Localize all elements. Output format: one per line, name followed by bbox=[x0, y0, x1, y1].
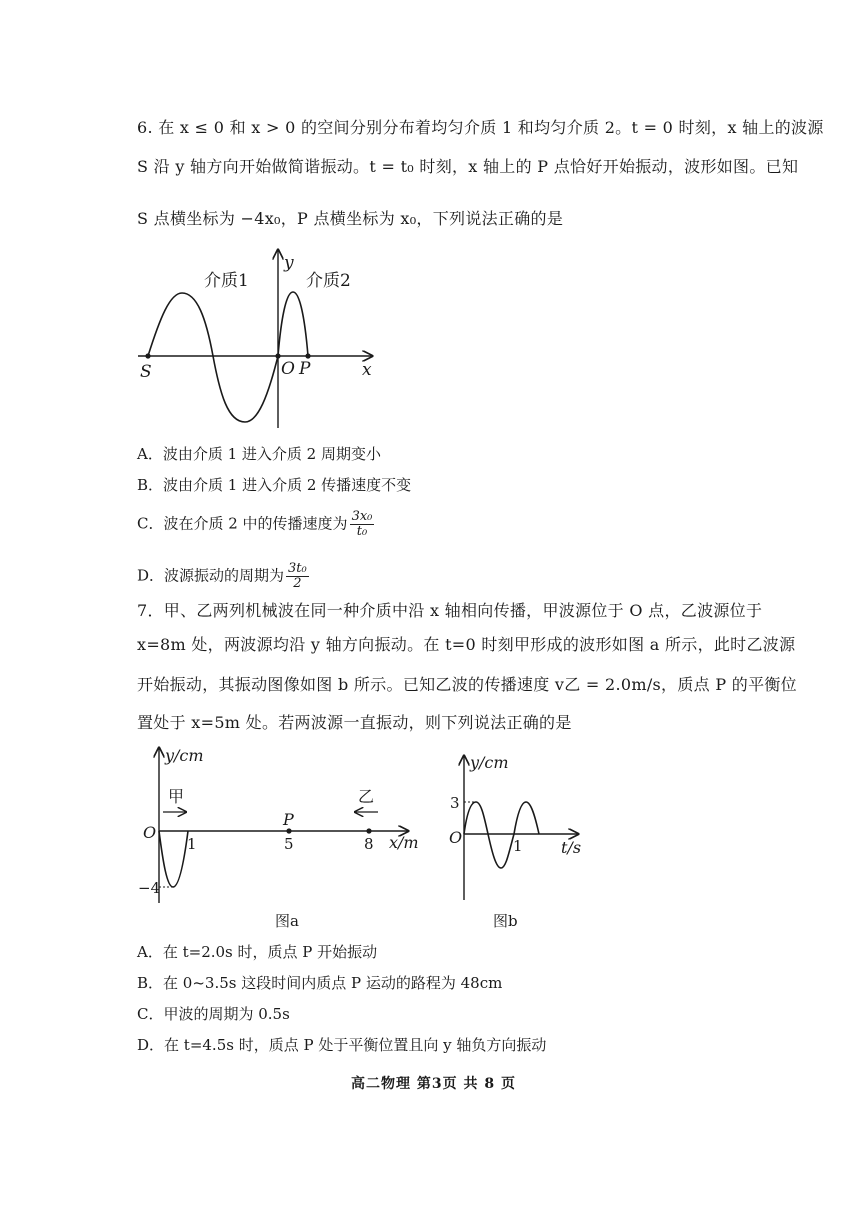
figa-tick-1: 1 bbox=[187, 835, 197, 853]
figb-x-label: t/s bbox=[561, 838, 582, 857]
q6-option-a: A．波由介质 1 进入介质 2 周期变小 bbox=[137, 445, 381, 463]
figb-origin: O bbox=[449, 828, 463, 847]
figa-yi-label: 乙 bbox=[358, 787, 375, 806]
figb-tick-3: 3 bbox=[450, 794, 460, 812]
figa-origin: O bbox=[143, 823, 157, 842]
q6-o-label: O bbox=[281, 359, 295, 379]
q6-x-label: x bbox=[362, 360, 372, 380]
q6-option-c-denominator: t₀ bbox=[356, 524, 368, 539]
q6-option-d-text: D．波源振动的周期为 bbox=[137, 566, 285, 585]
q7-line-3: 开始振动，其振动图像如图 b 所示。已知乙波的传播速度 v乙 = 2.0m/s，质点 P 的平衡位 bbox=[137, 675, 797, 694]
figa-p-label: P bbox=[283, 810, 294, 829]
figa-jia-label: 甲 bbox=[168, 787, 185, 806]
page-footer: 高二物理 第3页 共 8 页 bbox=[351, 1076, 516, 1092]
q6-option-c-numerator: 3x₀ bbox=[351, 509, 373, 524]
q7-option-c: C．甲波的周期为 0.5s bbox=[137, 1005, 290, 1023]
q7-option-a: A．在 t=2.0s 时，质点 P 开始振动 bbox=[137, 943, 378, 961]
figb-tick-1: 1 bbox=[513, 837, 523, 855]
q7-option-d: D．在 t=4.5s 时，质点 P 处于平衡位置且向 y 轴负方向振动 bbox=[137, 1036, 547, 1054]
q6-medium2-label: 介质2 bbox=[306, 271, 351, 291]
q6-option-c-text: C．波在介质 2 中的传播速度为 bbox=[137, 514, 348, 533]
figa-tick-neg4: −4 bbox=[138, 879, 161, 897]
figa-y-label: y/cm bbox=[165, 746, 204, 765]
q6-line-1: 6. 在 x ≤ 0 和 x > 0 的空间分别分布着均匀介质 1 和均匀介质 2。t = 0 时刻，x 轴上的波源 bbox=[137, 118, 824, 137]
figa-tick-5: 5 bbox=[284, 835, 294, 853]
figb-y-label: y/cm bbox=[470, 753, 509, 772]
figa-tick-8: 8 bbox=[364, 835, 374, 853]
q6-line-3: S 点横坐标为 −4x₀，P 点横坐标为 x₀，下列说法正确的是 bbox=[137, 209, 564, 228]
q7-line-4: 置处于 x=5m 处。若两波源一直振动，则下列说法正确的是 bbox=[137, 713, 572, 732]
figa-caption: 图a bbox=[275, 912, 299, 930]
q6-line-2: S 沿 y 轴方向开始做简谐振动。t = t₀ 时刻，x 轴上的 P 点恰好开始振动，波形如图。已知 bbox=[137, 157, 799, 176]
q6-medium1-label: 介质1 bbox=[204, 271, 249, 291]
q6-option-b: B．波由介质 1 进入介质 2 传播速度不变 bbox=[137, 476, 412, 494]
q6-y-label: y bbox=[284, 253, 294, 273]
q6-option-d-denominator: 2 bbox=[293, 576, 302, 591]
q6-p-label: P bbox=[299, 359, 311, 379]
q6-option-d-numerator: 3t₀ bbox=[288, 561, 307, 576]
q7-option-b: B．在 0~3.5s 这段时间内质点 P 运动的路程为 48cm bbox=[137, 974, 503, 992]
figa-x-label: x/m bbox=[389, 833, 419, 852]
figb-caption: 图b bbox=[493, 912, 518, 930]
q7-line-1: 7．甲、乙两列机械波在同一种介质中沿 x 轴相向传播，甲波源位于 O 点，乙波源位于 bbox=[137, 601, 763, 620]
q6-s-label: S bbox=[140, 362, 152, 382]
figb-wave bbox=[464, 802, 539, 868]
q7-line-2: x=8m 处，两波源均沿 y 轴方向振动。在 t=0 时刻甲形成的波形如图 a 所示，此时乙波源 bbox=[137, 635, 796, 654]
